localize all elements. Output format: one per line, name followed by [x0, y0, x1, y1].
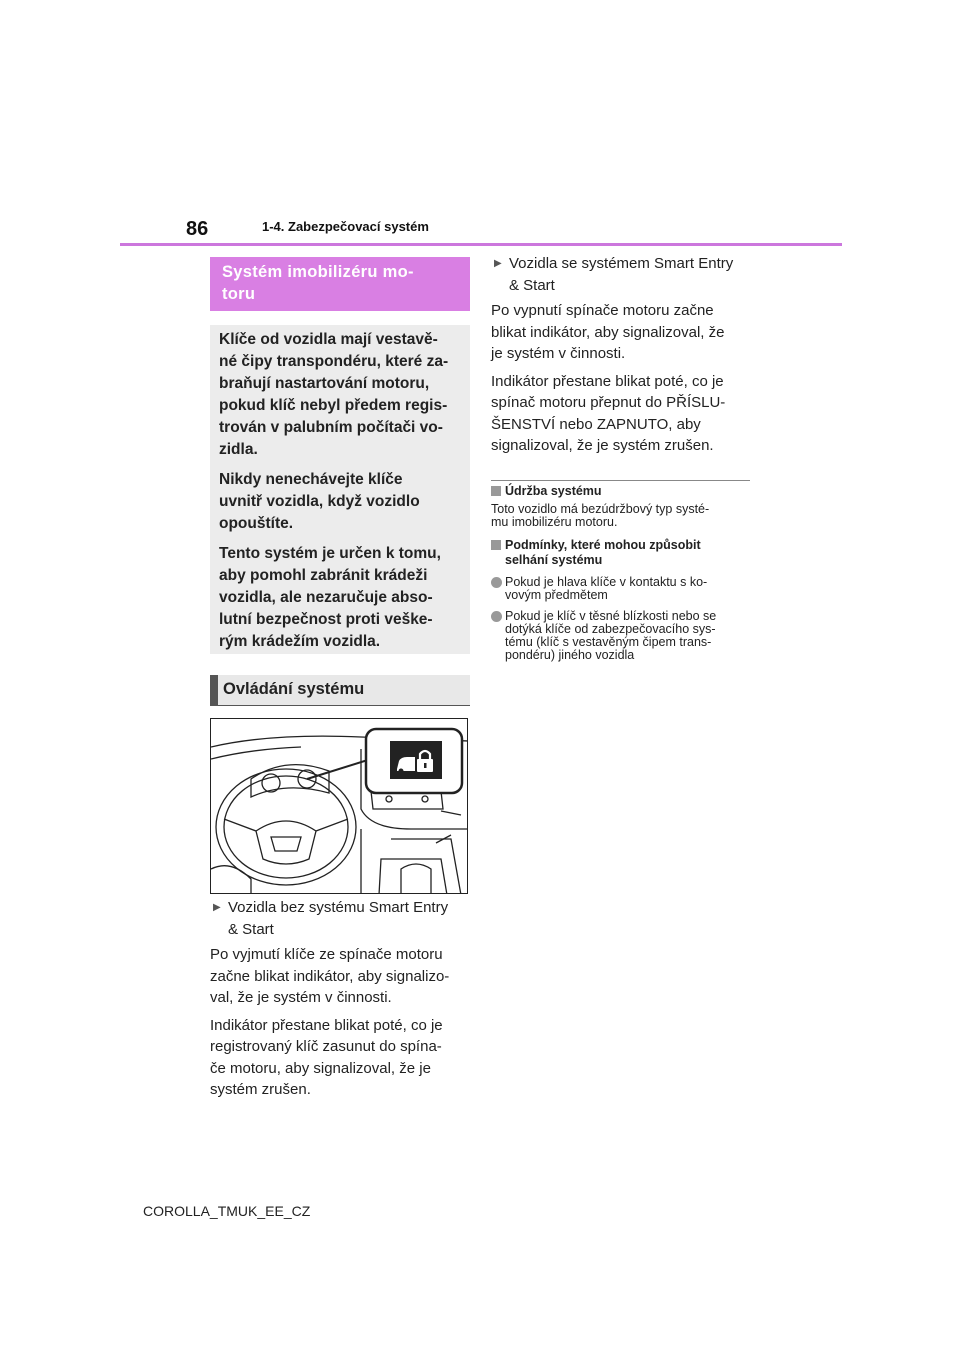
triangle-bullet-icon: ▶ [213, 902, 221, 913]
note-line: vovým předmětem [505, 588, 608, 602]
para-line: Po vyjmutí klíče ze spínače motoru [210, 946, 443, 963]
intro-paragraph [219, 329, 458, 461]
with-smart-entry-paragraph-2 [491, 371, 750, 457]
failure-item [491, 576, 750, 602]
para-line: blikat indikátor, aby signalizoval, že [491, 323, 725, 341]
triangle-bullet-icon: ▶ [494, 258, 502, 269]
note-line: mu imobilizéru motoru. [491, 515, 618, 529]
dashboard-drawing [211, 719, 468, 894]
para-line: registrovaný klíč zasunut do spína- [210, 1038, 442, 1055]
header-divider [120, 243, 842, 246]
title-line: & Start [228, 920, 274, 938]
intro-line: zidla. [219, 441, 258, 458]
intro-line: né čipy transpondéru, které za- [219, 353, 449, 370]
square-bullet-icon [491, 486, 501, 496]
para-line: val, že je systém v činnosti. [210, 989, 392, 1006]
intro-paragraph [219, 469, 458, 535]
notes-section [491, 484, 750, 662]
intro-line: opouštíte. [219, 515, 294, 532]
note-line: Pokud je hlava klíče v kontaktu s ko- [505, 575, 708, 589]
intro-line: Tento systém je určen k tomu, [219, 545, 441, 562]
title-line: Vozidla se systémem Smart Entry [509, 255, 734, 272]
dashboard-illustration [210, 718, 468, 894]
failure-item [491, 610, 750, 662]
note-line: pondéru) jiného vozidla [505, 648, 635, 662]
without-smart-entry-block [210, 897, 470, 1101]
section-title: 1-4. Zabezpečovací systém [262, 219, 429, 234]
intro-line: trován v palubním počítači vo- [219, 419, 443, 436]
notes-divider [491, 480, 750, 481]
intro-line: Nikdy nenechávejte klíče [219, 471, 403, 488]
intro-line: vozidla, ale nezaručuje abso- [219, 589, 433, 606]
with-smart-entry-paragraph-1 [491, 300, 750, 365]
para-line: Indikátor přestane blikat poté, co je [210, 1016, 443, 1034]
para-line: signalizoval, že je systém zrušen. [491, 437, 714, 454]
para-line: Po vypnutí spínače motoru začne [491, 302, 714, 319]
operation-heading: Ovládání systému [210, 675, 470, 706]
maintenance-text [491, 503, 750, 529]
failure-title-line: Podmínky, které mohou způsobit [505, 538, 701, 552]
failure-title-line: selhání systému [505, 553, 603, 567]
para-line: spínač motoru přepnut do PŘÍSLU- [491, 394, 726, 411]
note-line: dotýká klíče od zabezpečovacího sys- [505, 622, 716, 636]
without-smart-entry-title [210, 897, 470, 940]
failure-title [491, 538, 750, 568]
intro-paragraph [219, 543, 458, 653]
maintenance-title-text: Údržba systému [505, 484, 602, 498]
page-number: 86 [186, 218, 209, 240]
without-smart-entry-paragraph-1 [210, 944, 470, 1009]
without-smart-entry-paragraph-2 [210, 1015, 470, 1101]
intro-line: lutní bezpečnost proti veške- [219, 611, 433, 628]
immobilizer-heading [210, 257, 470, 311]
para-line: je systém v činnosti. [491, 345, 626, 362]
note-line: Toto vozidlo má bezúdržbový typ systé- [491, 502, 710, 516]
note-line: tému (klíč s vestavěným čipem trans- [505, 635, 712, 649]
intro-box [210, 325, 470, 654]
immobilizer-heading-line: Systém imobilizéru mo- [222, 263, 414, 281]
immobilizer-heading-line: toru [222, 285, 256, 303]
para-line: ŠENSTVÍ nebo ZAPNUTO, aby [491, 415, 701, 433]
circle-bullet-icon [491, 577, 502, 588]
intro-line: uvnitř vozidla, když vozidlo [219, 493, 420, 510]
note-line: Pokud je klíč v těsné blízkosti nebo se [505, 609, 717, 623]
intro-line: aby pomohl zabránit krádeži [219, 567, 428, 584]
intro-line: braňují nastartování motoru, [219, 375, 430, 392]
title-line: Vozidla bez systému Smart Entry [228, 899, 449, 916]
square-bullet-icon [491, 540, 501, 550]
title-line: & Start [509, 276, 555, 294]
with-smart-entry-block [491, 253, 750, 457]
para-line: systém zrušen. [210, 1081, 311, 1098]
with-smart-entry-title [491, 253, 750, 296]
para-line: če motoru, aby signalizoval, že je [210, 1059, 431, 1077]
circle-bullet-icon [491, 611, 502, 622]
intro-line: pokud klíč nebyl předem regis- [219, 397, 448, 414]
maintenance-title [491, 484, 750, 499]
intro-line: rým krádežím vozidla. [219, 633, 381, 650]
para-line: Indikátor přestane blikat poté, co je [491, 372, 724, 390]
document-code: COROLLA_TMUK_EE_CZ [143, 1203, 311, 1219]
intro-line: Klíče od vozidla mají vestavě- [219, 331, 438, 348]
para-line: začne blikat indikátor, aby signalizo- [210, 967, 450, 985]
